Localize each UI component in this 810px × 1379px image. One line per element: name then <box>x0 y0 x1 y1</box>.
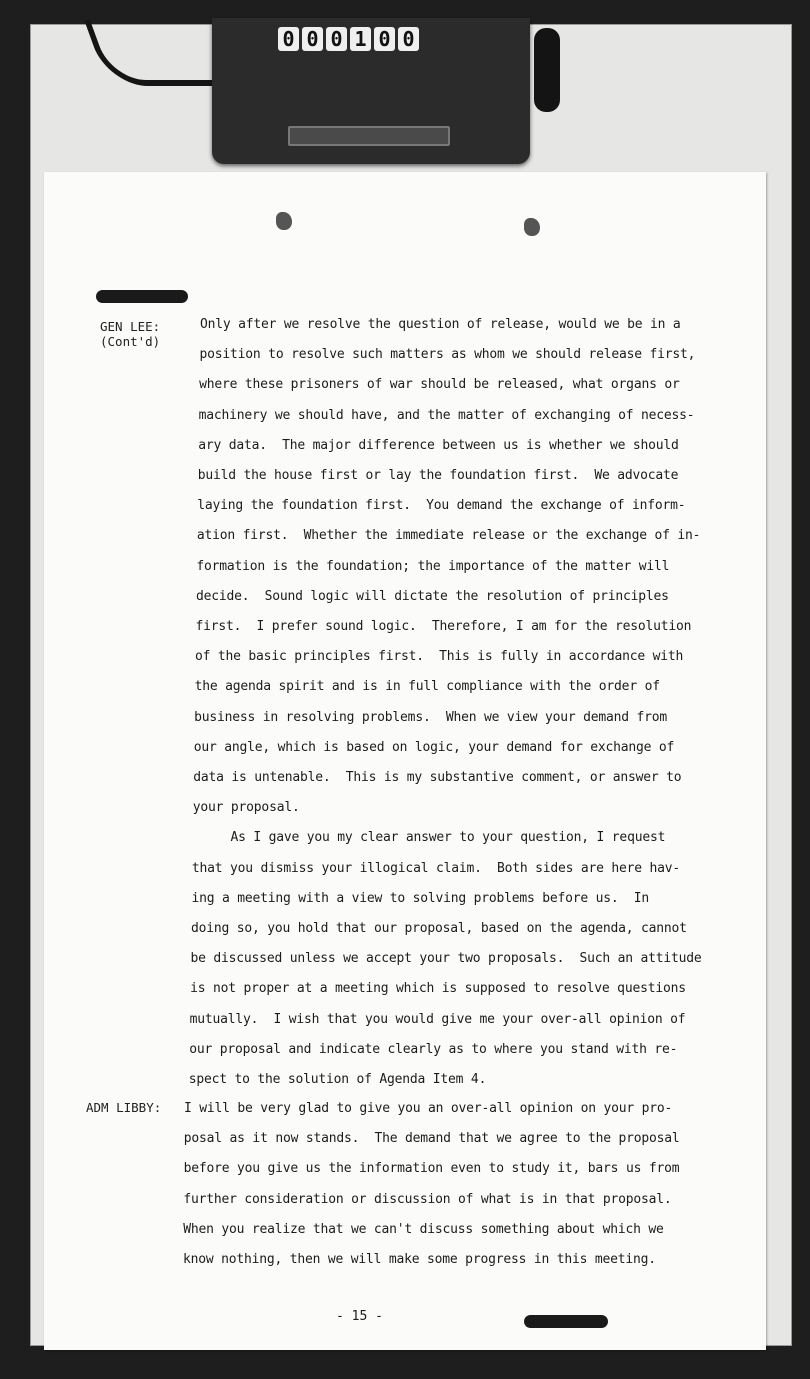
text-line: I will be very glad to give you an over-all opinion on your pro- <box>184 1101 673 1116</box>
counter-knob <box>534 28 560 112</box>
text-line: know nothing, then we will make some progress in this meeting. <box>183 1252 656 1267</box>
text-line: ation first. Whether the immediate release or the exchange of in- <box>196 528 701 544</box>
text-line: of the basic principles first. This is fully in accordance with <box>195 649 684 665</box>
text-line: doing so, you hold that our proposal, based on the agenda, cannot <box>191 921 687 936</box>
page-number: - 15 - <box>336 1309 383 1324</box>
text-line: before you give us the information even to study it, bars us from <box>183 1161 680 1177</box>
text-line: where these prisoners of war should be released, what organs or <box>199 377 680 393</box>
counter-digit: 0 <box>326 27 347 51</box>
text-line: formation is the foundation; the importance of the matter will <box>196 558 670 574</box>
text-line: decide. Sound logic will dictate the resolution of principles <box>195 588 669 604</box>
text-line: data is untenable. This is my substantive comment, or answer to <box>193 770 682 785</box>
counter-digit: 0 <box>302 27 323 51</box>
text-line: our angle, which is based on logic, your demand for exchange of <box>193 739 675 755</box>
text-line: be discussed unless we accept your two proposals. Such an attitude <box>190 951 702 967</box>
text-line: first. I prefer sound logic. Therefore, I am for the resolution <box>195 619 692 634</box>
redaction-mark <box>96 290 188 303</box>
text-line: is not proper at a meeting which is supposed to resolve questions <box>190 981 686 997</box>
document-page <box>44 172 766 1350</box>
text-line: your proposal. <box>192 800 300 816</box>
text-line: spect to the solution of Agenda Item 4. <box>188 1072 487 1087</box>
text-line: business in resolving problems. When we view your demand from <box>194 709 667 725</box>
text-line: laying the foundation first. You demand the exchange of inform- <box>197 498 686 514</box>
punch-hole <box>276 212 292 230</box>
text-line: machinery we should have, and the matter of exchanging of necess- <box>198 407 695 423</box>
counter-slot <box>288 126 450 146</box>
counter-digit: 0 <box>278 27 299 51</box>
text-line: When you realize that we can't discuss something about which we <box>183 1221 664 1237</box>
text-line: our proposal and indicate clearly as to where you stand with re- <box>189 1041 678 1057</box>
redaction-mark <box>524 1315 608 1328</box>
text-line: Only after we resolve the question of release, would we be in a <box>200 317 681 332</box>
text-line: posal as it now stands. The demand that we agree to the proposal <box>183 1131 680 1147</box>
text-line: position to resolve such matters as whom we should release first, <box>199 347 696 363</box>
speaker-note: (Cont'd) <box>100 334 161 349</box>
text-line: As I gave you my clear answer to your question, I request <box>192 830 666 846</box>
counter-digit: 0 <box>374 27 395 51</box>
text-line: ary data. The major difference between us is whether we should <box>198 437 679 453</box>
text-line: ing a meeting with a view to solving problems before us. In <box>191 890 650 906</box>
text-line: the agenda spirit and is in full compliance with the order of <box>194 679 660 695</box>
frame-counter-digits <box>278 27 419 51</box>
text-line: build the house first or lay the foundation first. We advocate <box>197 468 679 483</box>
speaker-label: GEN LEE: <box>100 319 161 334</box>
text-line: further consideration or discussion of what is in that proposal. <box>183 1191 672 1207</box>
text-line: mutually. I wish that you would give me your over-all opinion of <box>189 1011 686 1027</box>
punch-hole <box>524 218 540 236</box>
counter-digit: 1 <box>350 27 371 51</box>
speaker-label: ADM LIBBY: <box>86 1100 162 1115</box>
text-line: that you dismiss your illogical claim. Both sides are here hav- <box>191 860 680 876</box>
counter-digit: 0 <box>398 27 419 51</box>
